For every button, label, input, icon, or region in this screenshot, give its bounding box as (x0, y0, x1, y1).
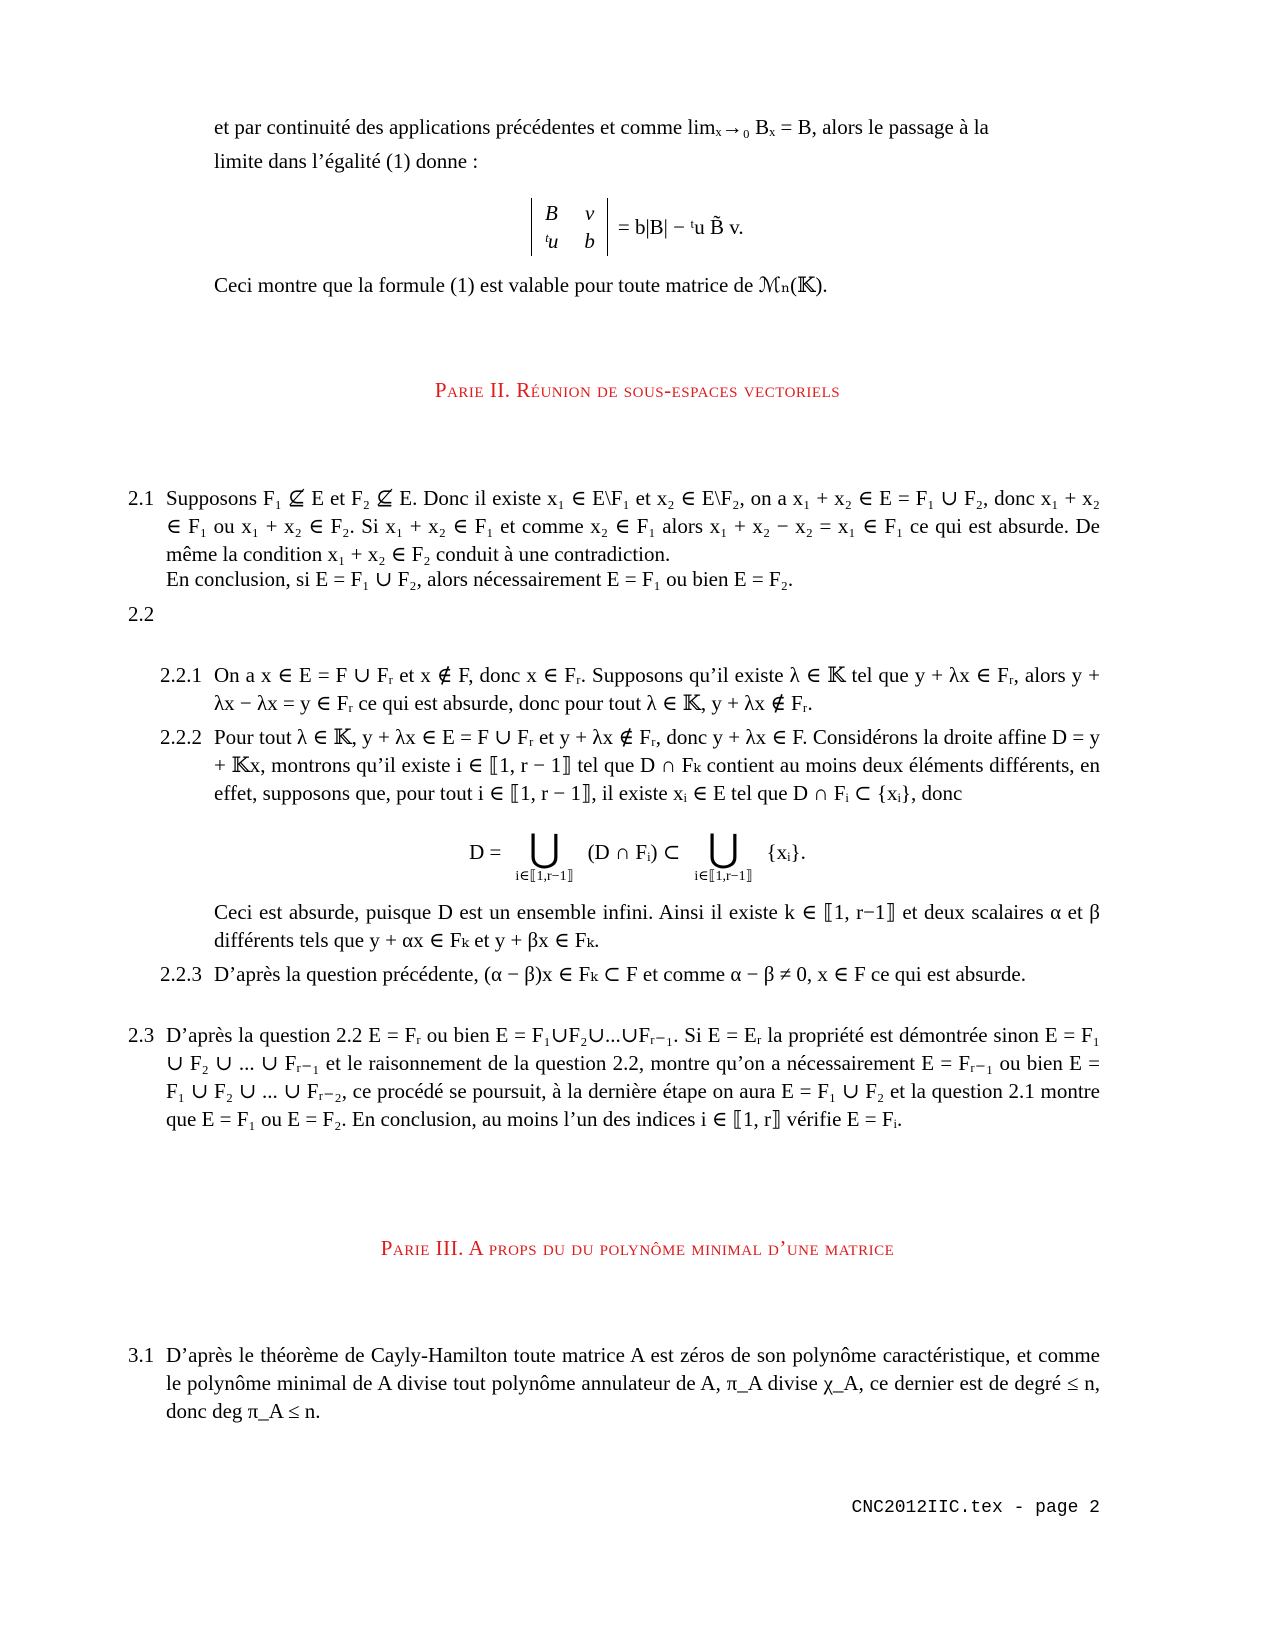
union-middle: (D ∩ Fᵢ) ⊂ (587, 840, 681, 864)
question-number: 3.1 (128, 1343, 155, 1367)
intro-conclusion: Ceci montre que la formule (1) est valable pour toute matrice de ℳₙ(𝕂). (214, 273, 828, 297)
question-number: 2.1 (128, 486, 155, 510)
big-union (515, 830, 573, 886)
answer-2-2-2: Pour tout λ ∈ 𝕂, y + λx ∈ E = F ∪ Fᵣ et y + λx ∉ Fᵣ, donc y + λx ∈ F. Considérons la droite affine D = y + 𝕂x, montrons qu’il existe i ∈ ⟦1, r − 1⟧ tel que D ∩ Fₖ contient au moins deux éléments différents, en effet, supposons que, pour tout i ∈ ⟦1, r − 1⟧, il existe xᵢ ∈ E tel que D ∩ Fᵢ ⊂ {xᵢ}, donc (214, 725, 1100, 805)
big-union (694, 830, 752, 886)
matrix-entry: B (544, 201, 558, 225)
determinant-equation (0, 198, 1275, 256)
intro-line-2: limite dans l’égalité (1) donne : (214, 149, 479, 173)
part-2-heading: Parie II. Réunion de sous-espaces vectoriels (434, 378, 841, 402)
intro-line-1: et par continuité des applications précédentes et comme limₓ→₀ Bₓ = B, alors le passage à la (214, 115, 989, 139)
answer-2-1-conclusion: En conclusion, si E = F₁ ∪ F₂, alors nécessairement E = F₁ ou bien E = F₂. (166, 567, 794, 591)
union-index: i∈⟦1,r−1⟧ (515, 869, 574, 884)
answer-2-1: Supposons F₁ ⊈ E et F₂ ⊈ E. Donc il existe x₁ ∈ E\F₁ et x₂ ∈ E\F₂, on a x₁ + x₂ ∈ E = F₁ ∪ F₂, donc x₁ + x₂ ∈ F₁ ou x₁ + x₂ ∈ F₂. Si x₁ + x₂ ∈ F₁ et comme x₂ ∈ F₁ alors x₁ + x₂ − x₂ = x₁ ∈ F₁ ce qui est absurde. De même la condition x₁ + x₂ ∈ F₂ conduit à une contradiction. (166, 486, 1100, 566)
question-number: 2.2 (128, 602, 155, 626)
union-symbol: ⋃ (707, 828, 740, 870)
matrix-entry: ᵗu (544, 229, 559, 253)
union-lhs: D = (469, 840, 502, 864)
subquestion-number: 2.2.3 (160, 962, 202, 986)
answer-2-2-3: D’après la question précédente, (α − β)x ∈ Fₖ ⊂ F et comme α − β ≠ 0, x ∈ F ce qui est absurde. (214, 962, 1026, 986)
matrix-entry: v (584, 201, 595, 225)
answer-2-3: D’après la question 2.2 E = Fᵣ ou bien E = F₁∪F₂∪...∪Fᵣ₋₁. Si E = Eᵣ la propriété est démontrée sinon E = F₁ ∪ F₂ ∪ ... ∪ Fᵣ₋₁ et le raisonnement de la question 2.2, montre qu’on a nécessairement E = Fᵣ₋₁ ou bien E = F₁ ∪ F₂ ∪ ... ∪ Fᵣ₋₂, ce procédé se poursuit, à la dernière étape on aura E = F₁ ∪ F₂ et la question 2.1 montre que E = F₁ ou E = F₂. En conclusion, au moins l’un des indices i ∈ ⟦1, r⟧ vérifie E = Fᵢ. (166, 1023, 1100, 1131)
block-matrix (531, 198, 608, 256)
union-equation (0, 830, 1275, 886)
answer-2-2-1: On a x ∈ E = F ∪ Fᵣ et x ∉ F, donc x ∈ Fᵣ. Supposons qu’il existe λ ∈ 𝕂 tel que y + λx ∈ Fᵣ, alors y + λx − λx = y ∈ Fᵣ ce qui est absurde, donc pour tout λ ∈ 𝕂, y + λx ∉ Fᵣ. (214, 663, 1100, 715)
part-3-heading: Parie III. A props du du polynôme minimal d’une matrice (380, 1236, 895, 1260)
subquestion-number: 2.2.2 (160, 725, 202, 749)
question-number: 2.3 (128, 1023, 155, 1047)
page-footer: CNC2012IIC.tex - page 2 (851, 1498, 1100, 1518)
union-rhs: {xᵢ}. (766, 840, 806, 864)
union-symbol: ⋃ (528, 828, 561, 870)
union-index: i∈⟦1,r−1⟧ (694, 869, 753, 884)
determinant-rhs: = b|B| − ᵗu B̃ v. (617, 215, 744, 239)
answer-3-1: D’après le théorème de Cayly-Hamilton toute matrice A est zéros de son polynôme caractéristique, et comme le polynôme minimal de A divise tout polynôme annulateur de A, π_A divise χ_A, ce dernier est de degré ≤ n, donc deg π_A ≤ n. (166, 1343, 1100, 1423)
answer-2-2-2-after: Ceci est absurde, puisque D est un ensemble infini. Ainsi il existe k ∈ ⟦1, r−1⟧ et deux scalaires α et β différents tels que y + αx ∈ Fₖ et y + βx ∈ Fₖ. (214, 900, 1100, 952)
matrix-entry: b (584, 229, 595, 253)
subquestion-number: 2.2.1 (160, 663, 202, 687)
